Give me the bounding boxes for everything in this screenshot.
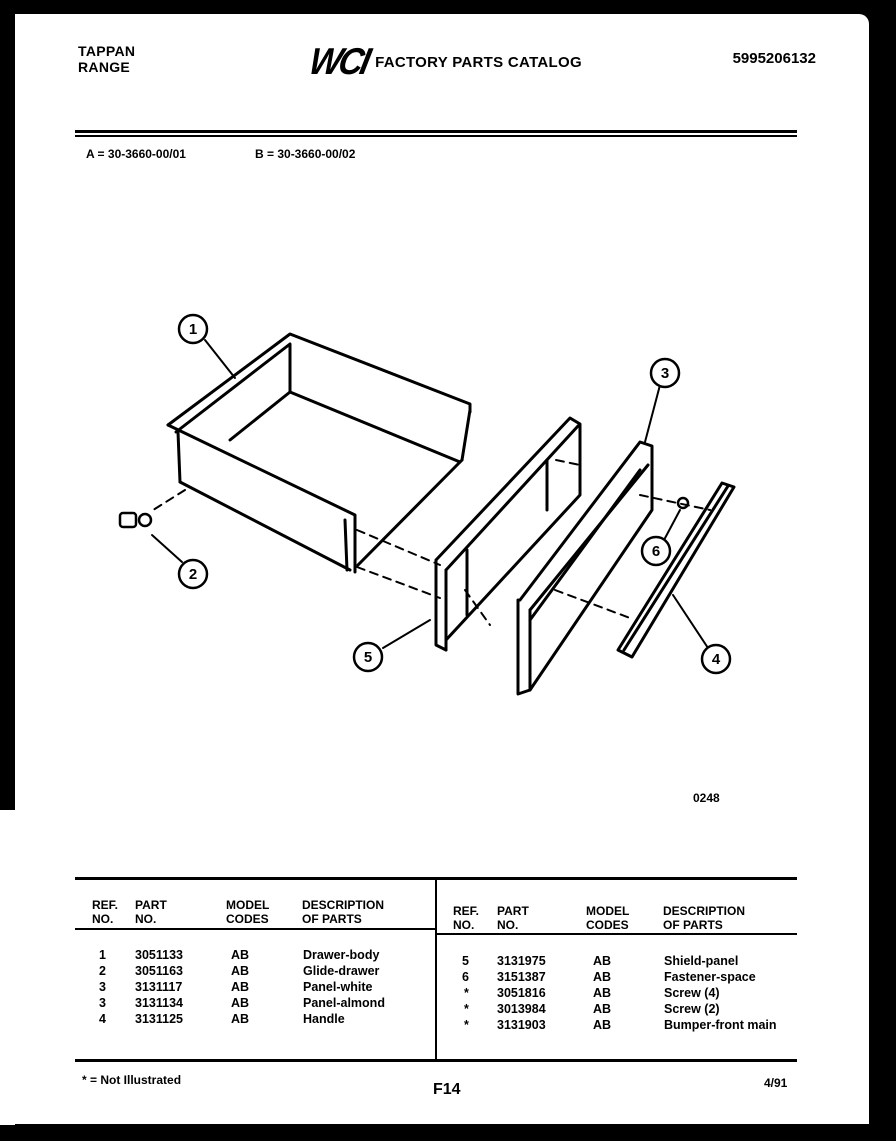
page-edge xyxy=(0,810,15,1125)
table-header-rule-right xyxy=(437,933,797,935)
revision-date: 4/91 xyxy=(764,1076,788,1090)
header-rule xyxy=(75,130,797,133)
catalog-title: FACTORY PARTS CATALOG xyxy=(375,53,582,71)
callout-5: 5 xyxy=(363,649,373,666)
header-model: MODEL CODES xyxy=(226,898,270,926)
parts-table xyxy=(75,877,797,1047)
header-ref: REF. NO. xyxy=(92,898,119,926)
table-header-rule-left xyxy=(75,928,435,930)
table-row: 2 3051163 AB Glide-drawer xyxy=(99,964,380,978)
table-row: 3 3131134 AB Panel-almond xyxy=(99,996,385,1010)
table-row: * 3131903 AB Bumper-front main xyxy=(464,1018,777,1032)
brand-block xyxy=(78,43,135,75)
catalog-number: 5995206132 xyxy=(732,50,816,67)
model-b: B = 30-3660-00/02 xyxy=(255,147,356,161)
header-model-right: MODEL CODES xyxy=(586,904,630,932)
table-row: 4 3131125 AB Handle xyxy=(99,1012,345,1026)
callout-6: 6 xyxy=(651,543,661,560)
header-ref-right: REF. NO. xyxy=(453,904,480,932)
table-row: 3 3131117 AB Panel-white xyxy=(99,980,373,994)
table-row: 1 3051133 AB Drawer-body xyxy=(99,948,380,962)
model-a: A = 30-3660-00/01 xyxy=(86,147,186,161)
exploded-diagram xyxy=(100,300,800,720)
callout-4: 4 xyxy=(711,651,721,668)
product-type: RANGE xyxy=(78,59,131,75)
header-part: PART NO. xyxy=(135,898,167,926)
header-desc-right: DESCRIPTION OF PARTS xyxy=(663,904,746,932)
table-row: * 3051816 AB Screw (4) xyxy=(464,986,720,1000)
callout-2: 2 xyxy=(188,566,198,583)
shield-panel-drawing xyxy=(436,418,580,650)
callout-1: 1 xyxy=(188,321,198,338)
figure-number: 0248 xyxy=(693,791,720,805)
brand-name: TAPPAN xyxy=(78,43,136,59)
catalog-logo xyxy=(305,41,582,83)
not-illustrated-note: * = Not Illustrated xyxy=(82,1073,182,1087)
callout-3: 3 xyxy=(660,365,670,382)
table-row: * 3013984 AB Screw (2) xyxy=(464,1002,720,1016)
left-rows xyxy=(75,947,435,1027)
header-part-right: PART NO. xyxy=(497,904,529,932)
page-number: F14 xyxy=(433,1081,461,1098)
table-row: 6 3151387 AB Fastener-space xyxy=(462,970,756,984)
table-row: 5 3131975 AB Shield-panel xyxy=(462,954,739,968)
header-desc: DESCRIPTION OF PARTS xyxy=(302,898,385,926)
handle-drawing xyxy=(618,483,734,657)
drawer-body-drawing xyxy=(168,334,470,572)
glide-drawing xyxy=(120,513,151,527)
table-bottom-rule xyxy=(75,1059,797,1062)
header-rule-2 xyxy=(75,135,797,137)
right-rows xyxy=(437,953,797,1033)
wci-logo-icon: WCI xyxy=(305,41,372,83)
